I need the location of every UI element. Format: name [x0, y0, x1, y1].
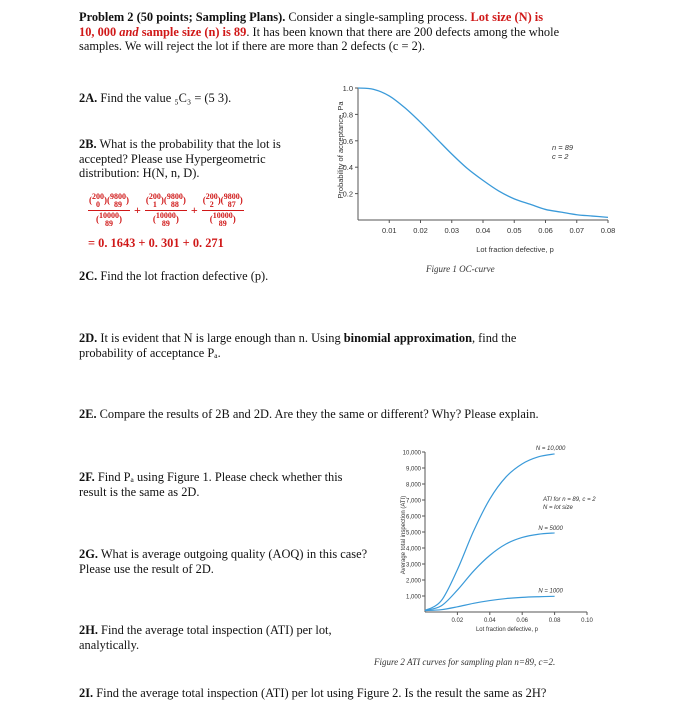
oc-y-tick-label: 1.0: [342, 84, 353, 93]
question-2a: [79, 91, 231, 106]
ati-annotation: ATI for n = 89, c = 2: [543, 497, 596, 503]
ati-y-tick-label: 6,000: [405, 514, 421, 521]
ati-y-axis-label: Average total inspection (ATI): [401, 495, 407, 575]
q2g-line2: Please use the result of 2D.: [79, 561, 214, 576]
oc-curve-chart: [330, 80, 630, 280]
q2e-label: 2E.: [79, 407, 97, 421]
ati-y-tick-label: 4,000: [405, 546, 421, 553]
q2c-label: 2C.: [79, 269, 98, 283]
question-2i: [79, 686, 546, 701]
q2g-line1: What is average outgoing quality (AOQ) in this case?: [100, 547, 368, 561]
q2d-line1: It is evident that N is large enough than n. Using: [100, 331, 344, 345]
q2d-bold: binomial approximation: [343, 331, 472, 345]
q2f-label: 2F.: [79, 470, 95, 484]
hyper-term-2: (200 2 )(9800 87 ) (10000 89 ): [202, 192, 243, 228]
ati-curve-line: [425, 533, 555, 611]
ati-y-tick-label: 8,000: [405, 482, 421, 489]
oc-x-axis-label: Lot fraction defective, p: [476, 245, 554, 254]
ati-y-tick-label: 3,000: [405, 562, 421, 569]
ati-series-label: N = 5000: [538, 525, 563, 532]
q2d-label: 2D.: [79, 331, 98, 345]
q2e-text: Compare the results of 2B and 2D. Are they the same or different? Why? Please explain.: [99, 407, 539, 421]
q2h-line1: Find the average total inspection (ATI) per lot,: [101, 623, 332, 637]
problem-intro: [79, 10, 609, 54]
q2b-line1: What is the probability that the lot is: [99, 137, 281, 151]
intro-part-a: Consider a single-sampling process.: [285, 10, 471, 24]
q2a-text: Find the value ₅C₃ = (5 3).: [100, 91, 232, 105]
q2d-line1b: , find the: [471, 331, 517, 345]
question-2b: [79, 137, 319, 181]
question-2c: [79, 269, 268, 284]
oc-y-tick-label: 0.6: [342, 136, 353, 146]
figure2-caption: Figure 2 ATI curves for sampling plan n=89, c=2.: [374, 657, 556, 667]
q2b-result: = 0. 1643 + 0. 301 + 0. 271: [88, 236, 224, 250]
q2i-label: 2I.: [79, 686, 94, 700]
hyper-term-0: (200 0 )(9800 89 ) (10000 89 ): [89, 192, 129, 228]
oc-y-tick-label: 0.4: [342, 163, 353, 173]
ati-series-label: N = 10,000: [535, 445, 566, 452]
q2h-label: 2H.: [79, 623, 98, 637]
ati-y-tick-label: 9,000: [405, 466, 421, 473]
q2g-label: 2G.: [79, 547, 98, 561]
question-2f: [79, 470, 399, 499]
ati-x-tick-label: 0.04: [483, 618, 496, 624]
ati-y-tick-label: 2,000: [405, 578, 421, 585]
ati-y-tick-label: 1,000: [405, 594, 421, 601]
intro-part-b: . It has been known that there are 200 defects among the whole: [246, 24, 560, 39]
oc-curve-line: [358, 88, 608, 217]
ati-x-axis-label: Lot fraction defective, p: [475, 627, 539, 633]
ati-x-tick-label: 0.10: [581, 618, 593, 624]
ati-series-label: N = 1000: [538, 588, 563, 595]
figure1-caption: Figure 1 OC-curve: [426, 264, 495, 274]
q2b-label: 2B.: [79, 137, 97, 151]
lot-size-text: Lot size (N) is: [470, 10, 544, 24]
q2i-text: Find the average total inspection (ATI) per lot using Figure 2. Is the result the same as 2H?: [96, 686, 547, 700]
q2b-line2: accepted? Please use Hypergeometric: [79, 151, 266, 166]
intro-part-c: samples. We will reject the lot if there are more than 2 defects (c = 2).: [79, 39, 426, 54]
oc-annotation: n = 89: [552, 143, 574, 152]
oc-x-tick-label: 0.03: [444, 226, 460, 235]
q2c-text: Find the lot fraction defective (p).: [100, 269, 269, 283]
ati-y-tick-label: 7,000: [405, 498, 421, 505]
q2f-line2: result is the same as 2D.: [79, 484, 200, 499]
oc-y-axis-label: Probability of acceptance, Pa: [336, 101, 345, 199]
oc-x-tick-label: 0.02: [413, 226, 428, 235]
q2b-line3: distribution: H(N, n, D).: [79, 166, 200, 181]
question-2g: [79, 547, 399, 576]
ati-x-tick-label: 0.08: [548, 618, 561, 624]
problem-heading: Problem 2 (50 points; Sampling Plans).: [79, 10, 286, 24]
hyper-term-1: (200 1 )(9800 88 ) (10000 89 ): [145, 192, 186, 228]
q2f-line1: Find Pₐ using Figure 1. Please check whether this: [97, 470, 343, 484]
ati-x-tick-label: 0.06: [516, 618, 529, 624]
oc-x-tick-label: 0.07: [569, 226, 585, 235]
oc-x-tick-label: 0.04: [475, 226, 491, 235]
ati-curve-line: [425, 454, 555, 611]
oc-x-tick-label: 0.01: [381, 226, 397, 235]
sample-size-text: sample size (n) is 89: [141, 24, 247, 39]
hypergeometric-formula: (200 0 )(9800 89 ) (10000 89 ) + (200 1 )(9800 88 ) (10000 89 ) + (200 2 )(9800 87 ) (10000 89 ): [89, 192, 243, 228]
oc-x-tick-label: 0.06: [538, 226, 553, 235]
lot-size-value: 10, 000: [79, 24, 117, 39]
ati-curve-chart: [397, 445, 607, 645]
oc-annotation: c = 2: [552, 152, 569, 161]
question-2h: [79, 623, 399, 652]
ati-y-tick-label: 10,000: [402, 450, 421, 457]
q2d-line2: probability of acceptance Pₐ.: [79, 345, 221, 360]
ati-x-tick-label: 0.02: [451, 618, 464, 624]
ati-y-tick-label: 5,000: [405, 530, 421, 537]
question-2e: [79, 407, 539, 422]
oc-x-tick-label: 0.08: [600, 226, 616, 235]
and-word: and: [119, 24, 139, 39]
oc-y-tick-label: 0.2: [342, 189, 353, 199]
question-2d: [79, 331, 609, 360]
oc-y-tick-label: 0.8: [342, 110, 353, 120]
ati-annotation: N = lot size: [543, 505, 573, 511]
oc-x-tick-label: 0.05: [506, 226, 522, 235]
q2h-line2: analytically.: [79, 637, 140, 652]
q2a-label: 2A.: [79, 91, 98, 105]
